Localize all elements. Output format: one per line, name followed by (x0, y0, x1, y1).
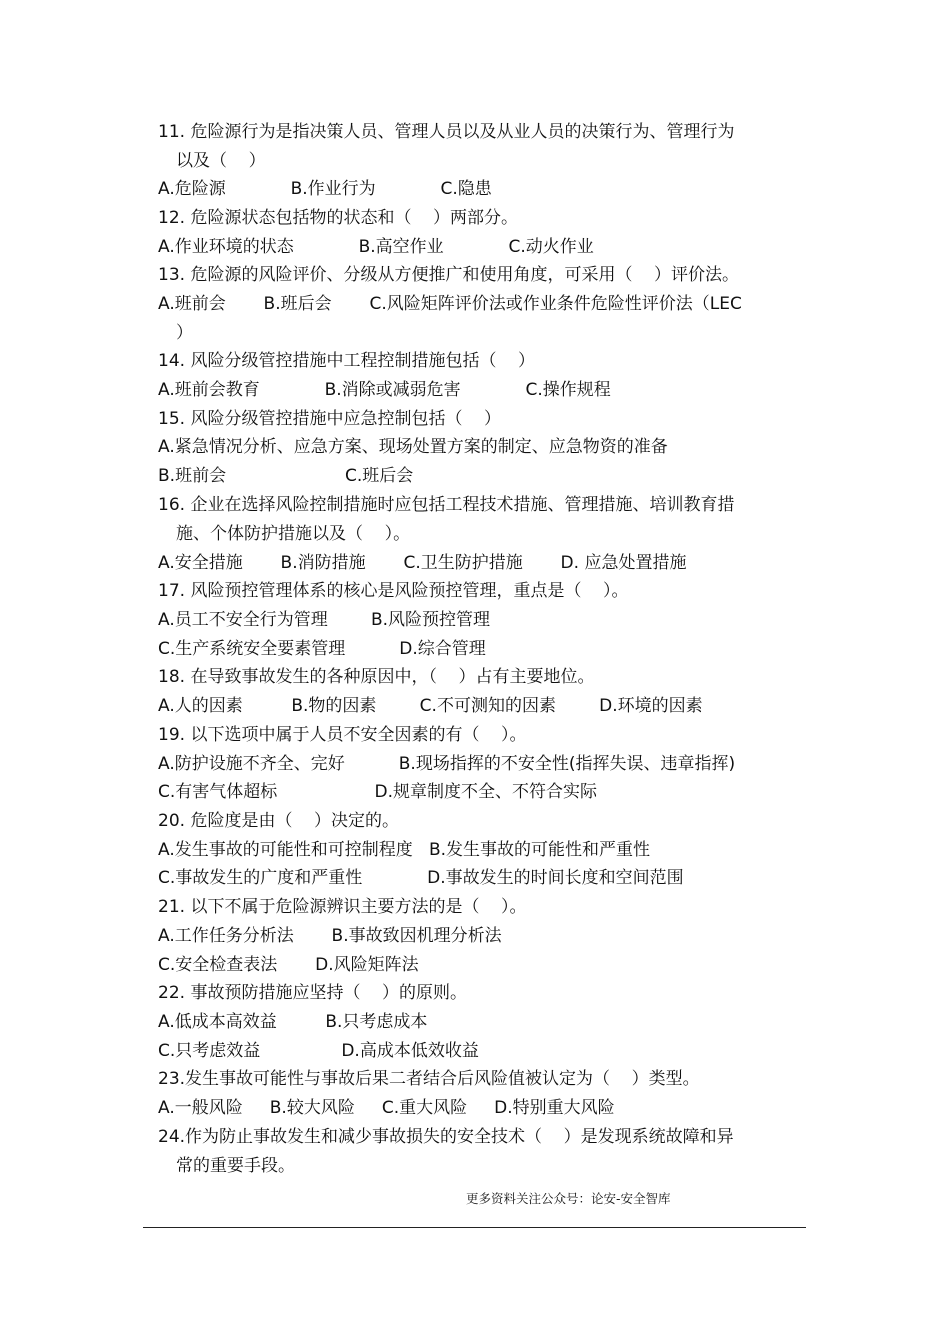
q13-options: A.班前会 B.班后会 C.风险矩阵评价法或作业条件危险性评价法（LEC (158, 294, 742, 314)
q11-text-cont: 以及（ ） (176, 151, 266, 171)
q18-options: A.人的因素 B.物的因素 C.不可测知的因素 D.环境的因素 (158, 696, 703, 716)
q17-options-ab: A.员工不安全行为管理 B.风险预控管理 (158, 610, 491, 630)
q21-options-cd: C.安全检查表法 D.风险矩阵法 (158, 955, 419, 975)
q17-text: 17. 风险预控管理体系的核心是风险预控管理，重点是（ ）。 (158, 581, 629, 601)
q21-text: 21. 以下不属于危险源辨识主要方法的是（ ）。 (158, 897, 527, 917)
footer-note: 更多资料关注公众号：论安-安全智库 (466, 1191, 671, 1206)
q15-options-bc: B.班前会 C.班后会 (158, 466, 414, 486)
q22-text: 22. 事故预防措施应坚持（ ）的原则。 (158, 983, 468, 1003)
q20-options-cd: C.事故发生的广度和严重性 D.事故发生的时间长度和空间范围 (158, 868, 684, 888)
q16-text: 16. 企业在选择风险控制措施时应包括工程技术措施、管理措施、培训教育措 (158, 495, 735, 515)
q14-text: 14. 风险分级管控措施中工程控制措施包括（ ） (158, 351, 536, 371)
q21-options-ab: A.工作任务分析法 B.事故致因机理分析法 (158, 926, 502, 946)
q22-options-ab: A.低成本高效益 B.只考虑成本 (158, 1012, 428, 1032)
q24-text-cont: 常的重要手段。 (176, 1156, 295, 1176)
q24-text: 24.作为防止事故发生和减少事故损失的安全技术（ ）是发现系统故障和异 (158, 1127, 734, 1147)
footer-divider (143, 1227, 806, 1228)
q23-options: A.一般风险 B.较大风险 C.重大风险 D.特别重大风险 (158, 1098, 615, 1118)
q13-text: 13. 危险源的风险评价、分级从方便推广和使用角度，可采用（ ）评价法。 (158, 265, 740, 285)
q20-options-ab: A.发生事故的可能性和可控制程度 B.发生事故的可能性和严重性 (158, 840, 651, 860)
q15-option-a: A.紧急情况分析、应急方案、现场处置方案的制定、应急物资的准备 (158, 437, 668, 457)
q17-options-cd: C.生产系统安全要素管理 D.综合管理 (158, 639, 486, 659)
q11-options: A.危险源 B.作业行为 C.隐患 (158, 179, 492, 199)
q14-options: A.班前会教育 B.消除或减弱危害 C.操作规程 (158, 380, 611, 400)
q16-options: A.安全措施 B.消防措施 C.卫生防护措施 D. 应急处置措施 (158, 553, 687, 573)
q16-text-cont: 施、个体防护措施以及（ ）。 (176, 524, 411, 544)
q19-text: 19. 以下选项中属于人员不安全因素的有（ ）。 (158, 725, 527, 745)
q11-text: 11. 危险源行为是指决策人员、管理人员以及从业人员的决策行为、管理行为 (158, 122, 735, 142)
q19-options-cd: C.有害气体超标 D.规章制度不全、不符合实际 (158, 782, 598, 802)
q18-text: 18. 在导致事故发生的各种原因中，（ ）占有主要地位。 (158, 667, 595, 687)
q19-options-ab: A.防护设施不齐全、完好 B.现场指挥的不安全性(指挥失误、违章指挥) (158, 754, 736, 774)
q12-text: 12. 危险源状态包括物的状态和（ ）两部分。 (158, 208, 519, 228)
q22-options-cd: C.只考虑效益 D.高成本低效收益 (158, 1041, 479, 1061)
q15-text: 15. 风险分级管控措施中应急控制包括（ ） (158, 409, 502, 429)
q12-options: A.作业环境的状态 B.高空作业 C.动火作业 (158, 237, 594, 257)
q13-options-cont: ） (176, 323, 193, 343)
q20-text: 20. 危险度是由（ ）决定的。 (158, 811, 400, 831)
q23-text: 23.发生事故可能性与事故后果二者结合后风险值被认定为（ ）类型。 (158, 1069, 700, 1089)
